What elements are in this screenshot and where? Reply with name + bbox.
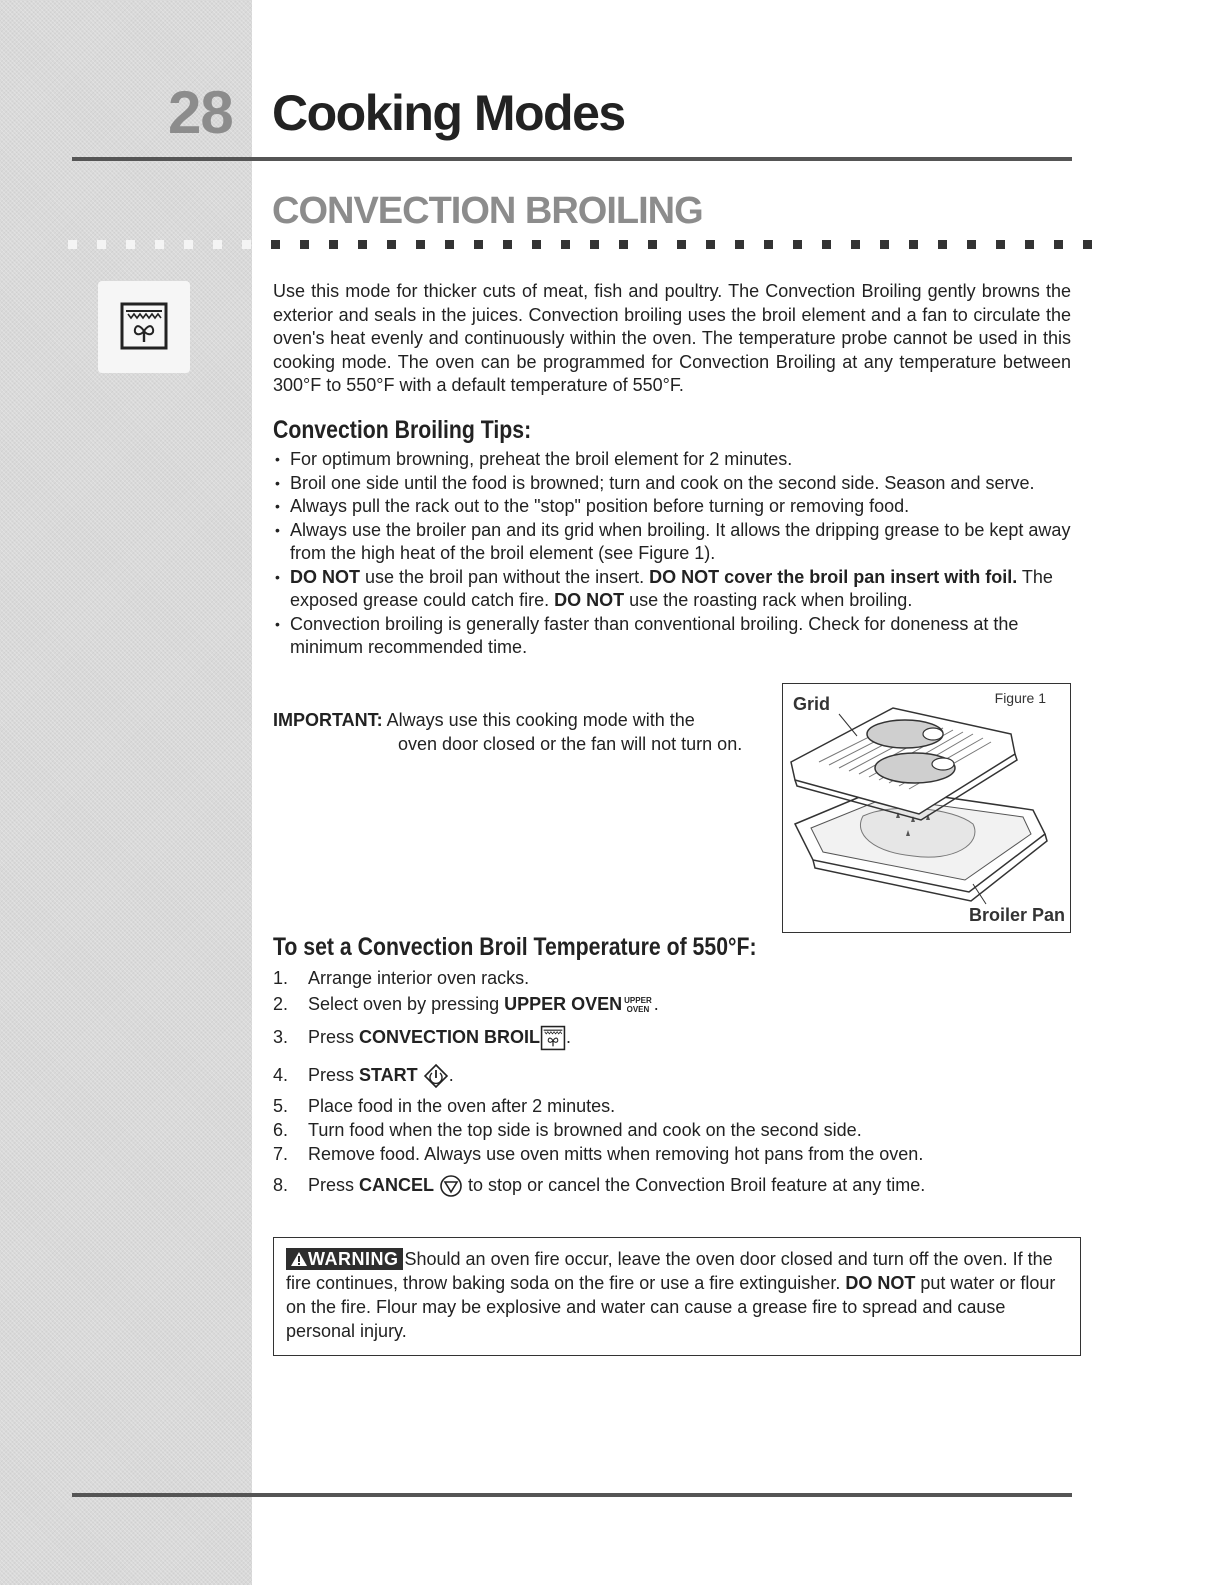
footer-rule <box>72 1493 1072 1497</box>
important-text-line2: oven door closed or the fan will not turn on. <box>398 733 743 754</box>
figure-caption: Figure 1 <box>994 690 1046 706</box>
step-end: . <box>653 994 659 1014</box>
divider-dot <box>416 240 425 249</box>
divider-dot <box>184 240 193 249</box>
cancel-key-label: CANCEL <box>359 1175 435 1195</box>
step-end: . <box>566 1027 572 1047</box>
tip-text: use the roasting rack when broiling. <box>624 590 913 610</box>
step-number: 6. <box>273 1120 289 1140</box>
divider-dot <box>155 240 164 249</box>
do-not-label: DO NOT <box>554 590 625 610</box>
divider-dot <box>271 240 280 249</box>
step-text: Press <box>308 1175 360 1195</box>
warning-badge <box>286 1248 403 1270</box>
start-key-label: START <box>359 1065 418 1085</box>
step-number: 3. <box>273 1027 289 1047</box>
upper-oven-key-icon <box>624 996 652 1014</box>
step-text: Turn food when the top side is browned and cook on the second side. <box>308 1120 862 1140</box>
tip-text: use the broil pan without the insert. <box>360 566 650 587</box>
divider-dot <box>938 240 947 249</box>
step-item <box>273 990 1063 1018</box>
figure-broiler-pan <box>782 683 1071 933</box>
divider-dot <box>1025 240 1034 249</box>
divider-dot <box>329 240 338 249</box>
important-label: IMPORTANT: <box>273 710 383 730</box>
step-text: Press <box>308 1065 360 1085</box>
divider-dot <box>822 240 831 249</box>
divider-dot <box>851 240 860 249</box>
divider-dot <box>880 240 889 249</box>
tip-text: The exposed grease could catch fire. <box>290 566 1053 610</box>
warning-text: Should an oven fire occur, leave the oven door closed and turn off the oven. If the fire continues, throw baking soda on the fire or use a fire extinguisher. <box>286 1249 1053 1293</box>
divider-dot <box>967 240 976 249</box>
step-item <box>273 1094 1063 1118</box>
divider-dot <box>387 240 396 249</box>
divider-dot <box>532 240 541 249</box>
warning-icon <box>290 1251 308 1267</box>
step-end: . <box>448 1065 454 1085</box>
step-text: Remove food. Always use oven mitts when removing hot pans from the oven. <box>308 1144 924 1164</box>
divider-dot <box>909 240 918 249</box>
divider-dot <box>561 240 570 249</box>
step-number: 1. <box>273 968 289 988</box>
warning-badge-text: WARNING <box>308 1249 399 1269</box>
step-number: 8. <box>273 1175 289 1195</box>
sidebar-band <box>0 0 252 1585</box>
divider-dot <box>619 240 628 249</box>
step-text: Arrange interior oven racks. <box>308 968 530 988</box>
divider-dot <box>68 240 77 249</box>
foil-warning-text: DO NOT cover the broil pan insert with foil. <box>649 566 1018 587</box>
divider-dot <box>358 240 367 249</box>
tip-item: • For optimum browning, preheat the broil element for 2 minutes. <box>273 448 1073 472</box>
divider-dot <box>1083 240 1092 249</box>
cancel-key-icon <box>439 1174 463 1198</box>
convection-broil-icon-box <box>98 281 190 373</box>
dotted-divider <box>68 240 1078 252</box>
page-title: Cooking Modes <box>272 85 625 141</box>
step-number: 4. <box>273 1065 289 1085</box>
divider-dot <box>793 240 802 249</box>
tip-item: • Broil one side until the food is browned; turn and cook on the second side. Season and serve. <box>273 472 1073 496</box>
important-note <box>273 709 773 756</box>
divider-dot <box>300 240 309 249</box>
tip-item: • Always use the broiler pan and its grid when broiling. It allows the dripping grease to be kept away from the high heat of the broil element (see Figure 1). <box>273 519 1073 566</box>
divider-dot <box>97 240 106 249</box>
steps-list <box>273 966 1063 1204</box>
do-not-label: DO NOT <box>290 566 360 587</box>
convection-broil-key-icon <box>540 1025 566 1051</box>
steps-heading: To set a Convection Broil Temperature of 550°F: <box>273 933 757 961</box>
divider-dot <box>242 240 251 249</box>
warning-text: put water or flour on the fire. Flour may be explosive and water can cause a grease fire to spread and cause personal injury. <box>286 1273 1056 1341</box>
divider-dot <box>126 240 135 249</box>
divider-dot <box>677 240 686 249</box>
step-text: Select oven by pressing <box>308 994 505 1014</box>
header-rule <box>72 157 1072 161</box>
convection-broil-key-label: CONVECTION BROIL <box>359 1027 541 1047</box>
broiler-pan-illustration <box>783 684 1070 932</box>
divider-dot <box>445 240 454 249</box>
divider-dot <box>590 240 599 249</box>
step-text: Place food in the oven after 2 minutes. <box>308 1096 616 1116</box>
divider-dot <box>213 240 222 249</box>
divider-dot <box>996 240 1005 249</box>
intro-paragraph: Use this mode for thicker cuts of meat, fish and poultry. The Convection Broiling gently browns the exterior and seals in the juices. Convection broiling uses the broil element and a fan to circulate the oven's heat evenly and continuously within the oven. The temperature probe cannot be used in this cooking mode. The oven can be programmed for Convection Broiling at any temperature between 300°F to 550°F with a default temperature of 550°F. <box>273 281 1071 395</box>
divider-dot <box>474 240 483 249</box>
upper-oven-key-label: UPPER OVEN <box>504 994 623 1014</box>
tips-heading: Convection Broiling Tips: <box>273 416 532 444</box>
step-item <box>273 1142 1063 1166</box>
divider-dot <box>706 240 715 249</box>
divider-dot <box>735 240 744 249</box>
tip-item: • Convection broiling is generally faster than conventional broiling. Check for doneness at the minimum recommended time. <box>273 613 1073 660</box>
step-text: to stop or cancel the Convection Broil feature at any time. <box>463 1175 926 1195</box>
convection-broil-icon <box>119 301 169 351</box>
divider-dot <box>1054 240 1063 249</box>
tips-list <box>273 448 1073 660</box>
step-number: 5. <box>273 1096 289 1116</box>
divider-dot <box>503 240 512 249</box>
broiler-pan-label: Broiler Pan <box>968 905 1065 925</box>
warning-do-not: DO NOT <box>845 1273 916 1293</box>
step-text: Press <box>308 1027 360 1047</box>
step-item <box>273 1118 1063 1142</box>
step-item <box>273 1166 1063 1204</box>
grid-label: Grid <box>793 694 831 714</box>
start-key-icon <box>423 1063 449 1089</box>
tip-item <box>273 566 1073 613</box>
step-number: 2. <box>273 994 289 1014</box>
key-icon-bottom-text: OVEN <box>626 1005 650 1015</box>
step-number: 7. <box>273 1144 289 1164</box>
step-item <box>273 1056 1063 1094</box>
section-title: CONVECTION BROILING <box>272 190 703 232</box>
important-text: Always use this cooking mode with the <box>382 710 695 730</box>
key-icon-top-text: UPPER <box>624 996 652 1006</box>
divider-dot <box>764 240 773 249</box>
warning-box <box>273 1237 1081 1356</box>
page-number: 28 <box>168 79 233 146</box>
step-item <box>273 966 1063 990</box>
tip-item: • Always pull the rack out to the "stop" position before turning or removing food. <box>273 495 1073 519</box>
divider-dot <box>648 240 657 249</box>
step-item <box>273 1018 1063 1056</box>
